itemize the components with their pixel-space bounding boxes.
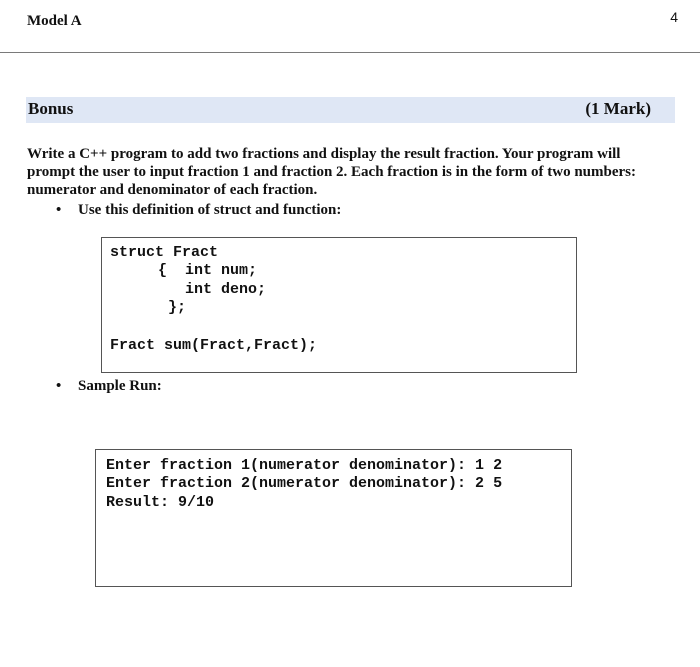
header-title: Model A — [27, 13, 82, 29]
bullet-text: Use this definition of struct and function: — [78, 202, 342, 218]
output-line: Enter fraction 2(numerator denominator): 2 5 — [106, 475, 503, 492]
bullet-text: Sample Run: — [78, 378, 162, 394]
sample-run-box — [95, 449, 572, 587]
bonus-heading-bar — [26, 97, 675, 123]
page-number: 4 — [670, 9, 678, 25]
code-line: struct Fract — [110, 244, 219, 261]
bullet-struct-definition — [56, 201, 341, 219]
code-line: }; — [168, 299, 187, 316]
bonus-title: Bonus — [28, 99, 74, 118]
bullet-symbol: • — [56, 202, 62, 218]
output-line: Enter fraction 1(numerator denominator): 1 2 — [106, 457, 503, 474]
output-line: Result: 9/10 — [106, 494, 215, 511]
bullet-sample-run — [56, 377, 162, 395]
struct-definition-box — [101, 237, 577, 373]
code-line: Fract sum(Fract,Fract); — [110, 337, 318, 354]
bullet-symbol: • — [56, 378, 62, 394]
bonus-mark: (1 Mark) — [585, 99, 651, 118]
page-header — [0, 0, 700, 53]
code-line: { int num; — [158, 262, 258, 279]
code-line: int deno; — [158, 281, 267, 298]
question-text: Write a C++ program to add two fractions and display the result fraction. Your program will prompt the user to input fraction 1 and fraction 2. Each fraction is in the form of two numbers: numerator and denominator of each fraction. — [27, 146, 637, 198]
